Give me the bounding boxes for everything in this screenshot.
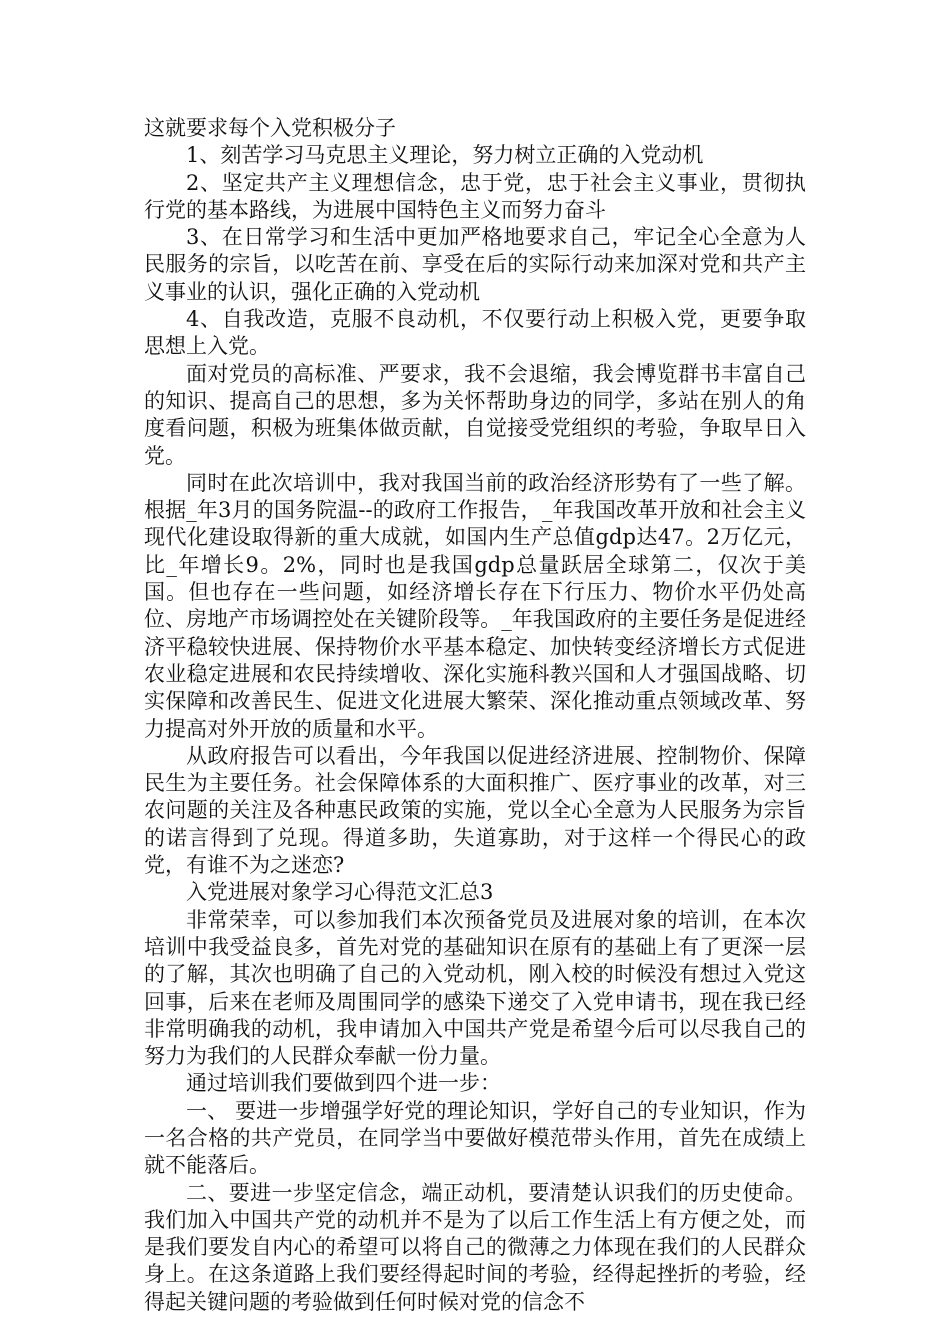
document-body xyxy=(144,115,806,1316)
paragraph-point-1: 1、刻苦学习马克思主义理论，努力树立正确的入党动机 xyxy=(186,143,704,168)
section-heading: 入党进展对象学习心得范文汇总3 xyxy=(186,880,494,905)
paragraph-step-1: 一、 要进一步增强学好党的理论知识，学好自己的专业知识，作为一名合格的共产党员，在同学当中要做好模范带头作用，首先在成绩上就不能落后。 xyxy=(144,1098,806,1178)
paragraph-step-2: 二、要进一步坚定信念，端正动机，要清楚认识我们的历史使命。我们加入中国共产党的动机并不是为了以后工作生活上有方便之处，而是我们要发自内心的希望可以将自己的微薄之力体现在我们的人民群众身上。在这条道路上我们要经得起时间的考验，经得起挫折的考验，经得起关键问题的考验做到任何时候对党的信念不 xyxy=(144,1180,806,1314)
paragraph-government-report: 从政府报告可以看出，今年我国以促进经济进展、控制物价、保障民生为主要任务。社会保障体系的大面积推广、医疗事业的改革，对三农问题的关注及各种惠民政策的实施，党以全心全意为人民服务为宗旨的诺言得到了兑现。得道多助，失道寡助，对于这样一个得民心的政党，有谁不为之迷恋? xyxy=(144,743,806,878)
paragraph-standards: 面对党员的高标准、严要求，我不会退缩，我会博览群书丰富自己的知识、提高自己的思想，多为关怀帮助身边的同学，多站在别人的角度看问题，积极为班集体做贡献，自觉接受党组织的考验，争取早日入党。 xyxy=(144,361,806,468)
paragraph-economy: 同时在此次培训中，我对我国当前的政治经济形势有了一些了解。根据_年3月的国务院温--的政府工作报告，_年我国改革开放和社会主义现代化建设取得新的重大成就，如国内生产总值gdp达47。2万亿元，比_年增长9。2%，同时也是我国gdp总量跃居全球第二，仅次于美国。但也存在一些问题，如经济增长存在下行压力、物价水平仍处高位、房地产市场调控处在关键阶段等。_年我国政府的主要任务是促进经济平稳较快进展、保持物价水平基本稳定、加快转变经济增长方式促进农业稳定进展和农民持续增收、深化实施科教兴国和人才强国战略、切实保障和改善民生、促进文化进展大繁荣、深化推动重点领域改革、努力提高对外开放的质量和水平。 xyxy=(144,470,806,741)
paragraph-intro: 这就要求每个入党积极分子 xyxy=(144,116,396,140)
paragraph-point-4: 4、自我改造，克服不良动机，不仅要行动上积极入党，更要争取思想上入党。 xyxy=(144,307,806,359)
paragraph-training: 非常荣幸，可以参加我们本次预备党员及进展对象的培训，在本次培训中我受益良多，首先对党的基础知识在原有的基础上有了更深一层的了解，其次也明确了自己的入党动机，刚入校的时候没有想过入党这回事，后来在老师及周围同学的感染下递交了入党申请书，现在我已经非常明确我的动机，我申请加入中国共产党是希望今后可以尽我自己的努力为我们的人民群众奉献一份力量。 xyxy=(144,907,806,1069)
paragraph-four-steps: 通过培训我们要做到四个进一步： xyxy=(186,1071,501,1096)
paragraph-point-3: 3、在日常学习和生活中更加严格地要求自己，牢记全心全意为人民服务的宗旨，以吃苦在前、享受在后的实际行动来加深对党和共产主义事业的认识，强化正确的入党动机 xyxy=(144,225,806,304)
paragraph-point-2: 2、坚定共产主义理想信念，忠于党，忠于社会主义事业，贯彻执行党的基本路线，为进展中国特色主义而努力奋斗 xyxy=(144,170,806,222)
